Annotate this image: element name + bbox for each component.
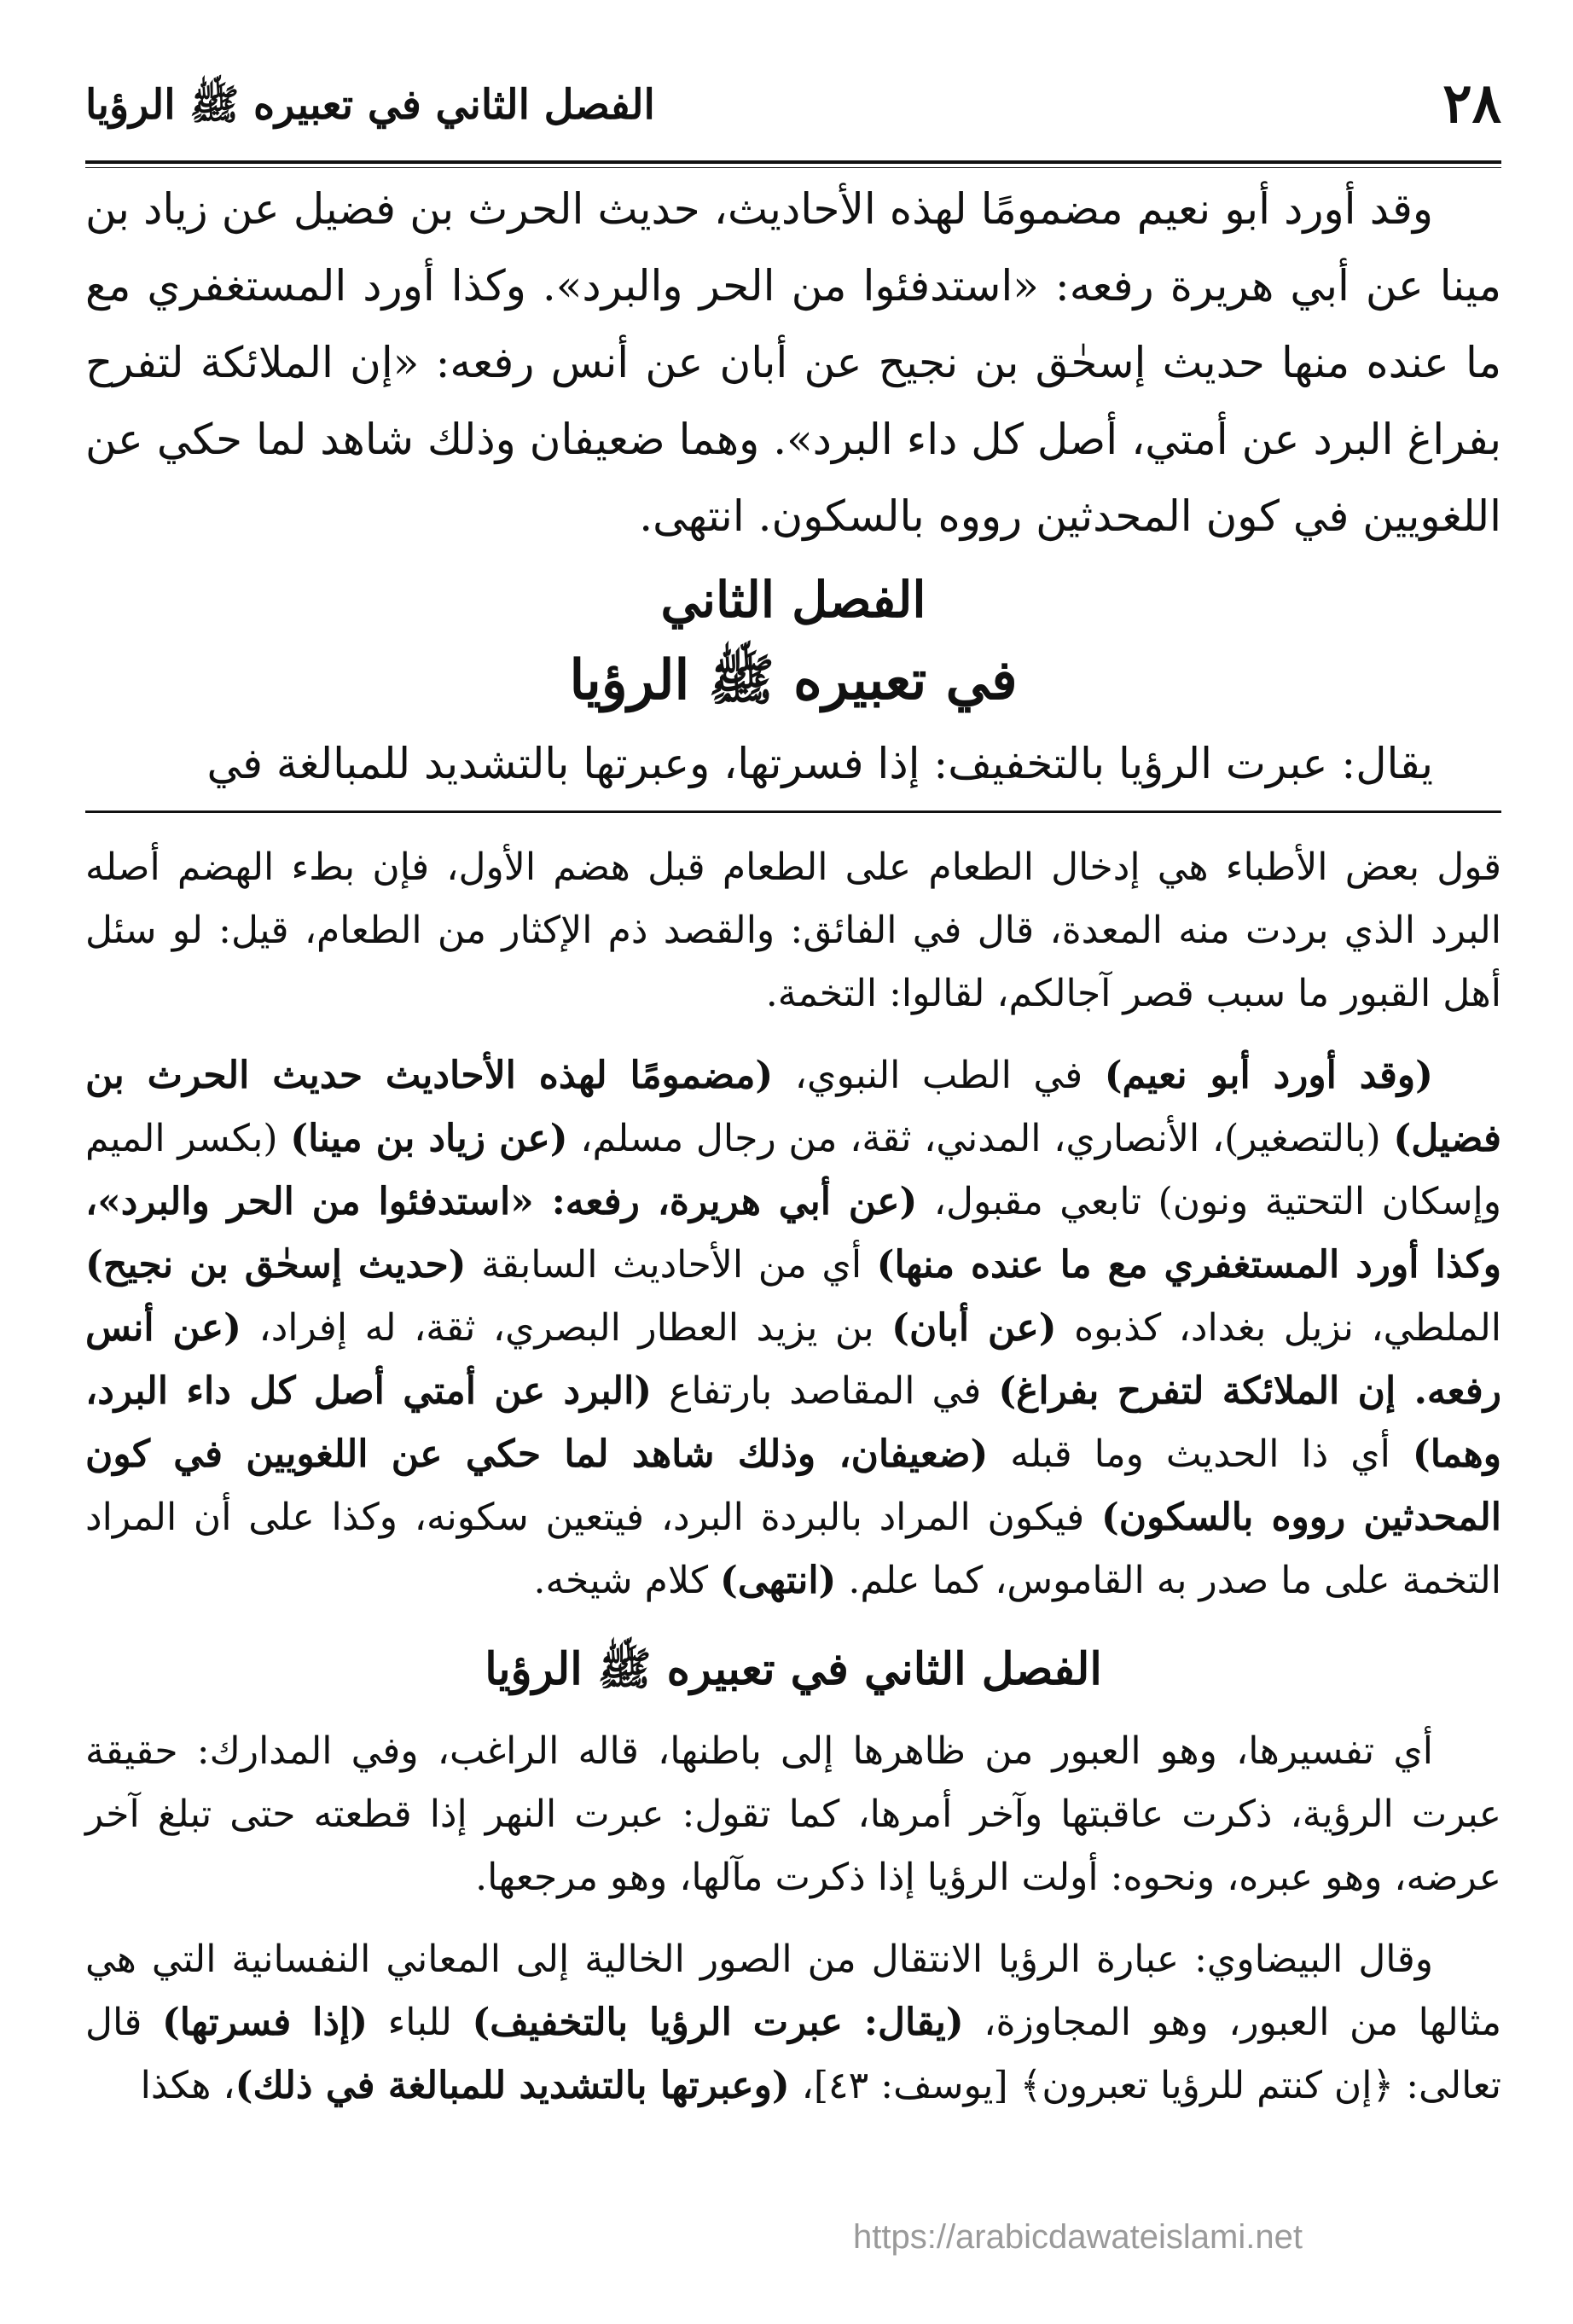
separator-rule — [85, 810, 1501, 813]
main-paragraph: وقد أورد أبو نعيم مضمومًا لهذه الأحاديث، حديث الحرث بن فضيل عن زياد بن مينا عن أبي هريرة رفعه: «استدفئوا من الحر والبرد». وكذا أورد المستغفري مع ما عنده منها حديث إسحٰق بن نجيح عن أبان عن أنس رفعه: «إن الملائكة لتفرح بفراغ البرد عن أمتي، أصل كل داء البرد». وهما ضعيفان وذلك شاهد لما حكي عن اللغويين في كون المحدثين رووه بالسكون. انتهى. — [85, 184, 1501, 541]
commentary-text: (بكسر الميم وإسكان التحتية ونون) تابعي مقبول، — [85, 1117, 1501, 1223]
quoted-text: (البرد عن أمتي أصل كل داء البرد، وهما) — [85, 1369, 1501, 1476]
quoted-text: (عن أبان) — [891, 1306, 1057, 1350]
commentary-text: قال تعالى: ﴿إن كنتم للرؤيا تعبرون﴾ [يوسف: ٤٣]، — [85, 2001, 1501, 2107]
quoted-text: (عن زياد بن مينا) — [290, 1117, 568, 1160]
quoted-text: (حديث إسحٰق بن نجيح) — [85, 1243, 467, 1287]
commentary-text: أي من الأحاديث السابقة — [466, 1243, 877, 1287]
running-head: الفصل الثاني في تعبيره ﷺ الرؤيا — [85, 81, 655, 129]
commentary-text: ، هكذا — [140, 2064, 235, 2107]
watermark-url: https://arabicdawateislami.net — [853, 2218, 1303, 2256]
commentary-paragraph — [85, 1928, 1501, 2118]
book-page — [85, 51, 1501, 2269]
chapter-title: الفصل الثاني — [660, 571, 926, 629]
quoted-text: (يقال: عبرت الرؤيا بالتخفيف) — [472, 2001, 964, 2044]
page-header — [85, 68, 1501, 154]
commentary-paragraph — [85, 1044, 1501, 1612]
commentary-text: بن يزيد العطار البصري، ثقة، له إفراد، — [241, 1306, 892, 1350]
chapter-subtitle: في تعبيره ﷺ الرؤيا — [569, 648, 1018, 712]
page-number: ٢٨ — [1442, 72, 1501, 136]
commentary — [85, 836, 1501, 2136]
header-rule — [85, 160, 1501, 168]
quoted-text: (انتهى) — [720, 1559, 837, 1602]
quoted-text: (مضمومًا لهذه الأحاديث حديث الحرث بن فضيل) — [85, 1054, 1502, 1160]
chapter-heading — [85, 561, 1501, 723]
commentary-text: وقال البيضاوي: عبارة الرؤيا الانتقال من الصور الخالية إلى المعاني النفسانية التي هي مثالها من العبور، وهو المجاوزة، — [85, 1938, 1502, 2044]
quoted-text: (عن أبي هريرة، رفعه: «استدفئوا من الحر والبرد»، وكذا أورد المستغفري مع ما عنده منها) — [85, 1180, 1501, 1287]
commentary-text: كلام شيخه. — [533, 1559, 721, 1602]
commentary-text: في المقاصد بارتفاع — [652, 1369, 999, 1413]
quoted-text: (ضعيفان، وذلك شاهد لما حكي عن اللغويين في كون المحدثين رووه بالسكون) — [85, 1432, 1501, 1539]
commentary-text: أي ذا الحديث وما قبله — [988, 1432, 1413, 1476]
commentary-text: الملطي، نزيل بغداد، كذبوه — [1056, 1306, 1501, 1350]
commentary-paragraph: أي تفسيرها، وهو العبور من ظاهرها إلى باطنها، قاله الراغب، وفي المدارك: حقيقة عبرت الرؤية، ذكرت عاقبتها وآخر أمرها، كما تقول: عبرت النهر إذا قطعته حتى تبلغ آخر عرضه، وهو عبره، ونحوه: أولت الرؤيا إذا ذكرت مآلها، وهو مرجعها. — [85, 1729, 1501, 1899]
commentary-text: للباء — [368, 2001, 473, 2044]
quoted-text: (عن أنس رفعه. إن الملائكة لتفرح بفراغ) — [85, 1306, 1501, 1413]
commentary-text: (بالتصغير)، الأنصاري، المدني، ثقة، من رجال مسلم، — [567, 1117, 1394, 1160]
commentary-paragraph: قول بعض الأطباء هي إدخال الطعام على الطعام قبل هضم الأول، فإن بطء الهضم أصله البرد الذي بردت منه المعدة، قال في الفائق: والقصد ذم الإكثار من الطعام، قيل: لو سئل أهل القبور ما سبب قصر آجالكم، لقالوا: التخمة. — [85, 845, 1501, 1015]
quoted-text: (وعبرتها بالتشديد للمبالغة في ذلك) — [235, 2064, 790, 2107]
main-paragraph: يقال: عبرت الرؤيا بالتخفيف: إذا فسرتها، وعبرتها بالتشديد للمبالغة في — [206, 739, 1433, 788]
quoted-text: (إذا فسرتها) — [161, 2001, 369, 2044]
commentary-text: في الطب النبوي، — [773, 1054, 1105, 1097]
quoted-text: (وقد أورد أبو نعيم) — [1104, 1054, 1433, 1097]
commentary-text: فيكون المراد بالبردة البرد، فيتعين سكونه، وكذا على أن المراد التخمة على ما صدر به القاموس، كما علم. — [85, 1496, 1501, 1602]
commentary-heading: الفصل الثاني في تعبيره ﷺ الرؤيا — [485, 1643, 1102, 1695]
main-text — [85, 171, 1501, 802]
